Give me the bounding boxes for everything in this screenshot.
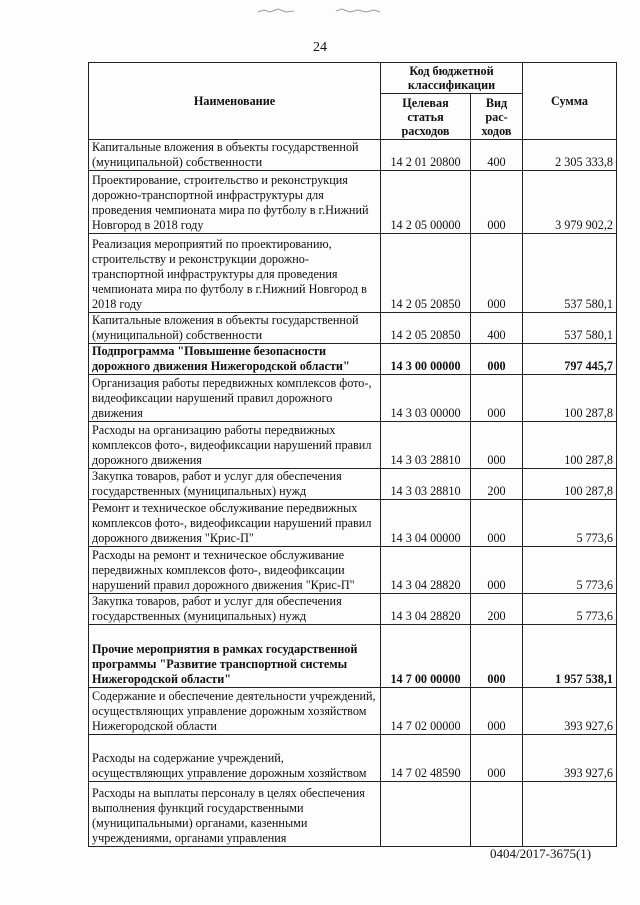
row-name: Реализация мероприятий по проектированию, строительству и реконструкции дорожно-транспортной инфраструктуры для проведения чемпионата мира по футболу в г.Нижний Новгород в 2018 году <box>89 234 381 313</box>
row-sum: 393 927,6 <box>523 735 617 782</box>
header-target-article: Целевая статья расходов <box>381 94 471 140</box>
row-sum: 537 580,1 <box>523 313 617 344</box>
table-row <box>89 234 617 313</box>
row-name: Расходы на выплаты персоналу в целях обеспечения выполнения функций государственными (муниципальными) органами, казенными учреждениями, органами управления <box>89 782 381 847</box>
row-sum: 5 773,6 <box>523 500 617 547</box>
table-row <box>89 547 617 594</box>
row-sum: 100 287,8 <box>523 469 617 500</box>
row-target-article: 14 2 01 20800 <box>381 140 471 171</box>
row-expense-type: 000 <box>471 735 523 782</box>
row-target-article: 14 2 05 20850 <box>381 234 471 313</box>
table-row <box>89 469 617 500</box>
document-id: 0404/2017-3675(1) <box>490 846 592 861</box>
row-target-article: 14 3 03 28810 <box>381 469 471 500</box>
row-target-article: 14 3 03 00000 <box>381 375 471 422</box>
row-target-article: 14 2 05 20850 <box>381 313 471 344</box>
row-name: Капитальные вложения в объекты государственной (муниципальной) собственности <box>89 313 381 344</box>
table-row <box>89 735 617 782</box>
row-sum: 3 979 902,2 <box>523 171 617 234</box>
table-body <box>89 140 617 847</box>
table-row <box>89 625 617 688</box>
row-target-article: 14 2 05 00000 <box>381 171 471 234</box>
row-name: Содержание и обеспечение деятельности учреждений, осуществляющих управление дорожным хозяйством Нижегородской области <box>89 688 381 735</box>
row-expense-type: 000 <box>471 422 523 469</box>
row-expense-type: 200 <box>471 594 523 625</box>
row-name: Расходы на содержание учреждений, осуществляющих управление дорожным хозяйством <box>89 735 381 782</box>
row-sum: 5 773,6 <box>523 594 617 625</box>
row-name: Прочие мероприятия в рамках государственной программы "Развитие транспортной системы Нижегородской области" <box>89 625 381 688</box>
row-target-article: 14 3 00 00000 <box>381 344 471 375</box>
row-expense-type: 000 <box>471 625 523 688</box>
row-expense-type: 400 <box>471 140 523 171</box>
row-target-article: 14 7 00 00000 <box>381 625 471 688</box>
row-expense-type: 000 <box>471 234 523 313</box>
row-name: Капитальные вложения в объекты государственной (муниципальной) собственности <box>89 140 381 171</box>
table-row <box>89 594 617 625</box>
row-sum: 393 927,6 <box>523 688 617 735</box>
row-name: Расходы на организацию работы передвижных комплексов фото-, видеофиксации нарушений правил дорожного движения <box>89 422 381 469</box>
table-row <box>89 140 617 171</box>
row-expense-type <box>471 782 523 847</box>
row-target-article: 14 3 04 28820 <box>381 594 471 625</box>
row-target-article: 14 3 04 28820 <box>381 547 471 594</box>
row-name: Проектирование, строительство и реконструкция дорожно-транспортной инфраструктуры для проведения чемпионата мира по футболу в г.Нижний Новгород в 2018 году <box>89 171 381 234</box>
row-target-article: 14 7 02 00000 <box>381 688 471 735</box>
row-expense-type: 000 <box>471 688 523 735</box>
row-target-article: 14 3 04 00000 <box>381 500 471 547</box>
row-target-article: 14 7 02 48590 <box>381 735 471 782</box>
row-expense-type: 000 <box>471 344 523 375</box>
header-code-group: Код бюджетной классификации <box>381 63 523 94</box>
row-target-article <box>381 782 471 847</box>
table-row <box>89 422 617 469</box>
row-target-article: 14 3 03 28810 <box>381 422 471 469</box>
row-sum: 100 287,8 <box>523 422 617 469</box>
header-name: Наименование <box>89 63 381 140</box>
row-name: Закупка товаров, работ и услуг для обеспечения государственных (муниципальных) нужд <box>89 469 381 500</box>
budget-table <box>88 62 617 847</box>
scan-artifact <box>250 6 390 16</box>
row-expense-type: 000 <box>471 500 523 547</box>
table-row <box>89 344 617 375</box>
row-sum: 797 445,7 <box>523 344 617 375</box>
header-expense-type: Вид рас-ходов <box>471 94 523 140</box>
row-name: Подпрограмма "Повышение безопасности дорожного движения Нижегородской области" <box>89 344 381 375</box>
table-row <box>89 375 617 422</box>
row-expense-type: 400 <box>471 313 523 344</box>
header-sum: Сумма <box>523 63 617 140</box>
row-expense-type: 200 <box>471 469 523 500</box>
table-row <box>89 782 617 847</box>
row-name: Ремонт и техническое обслуживание передвижных комплексов фото-, видеофиксации нарушений правил дорожного движения "Крис-П" <box>89 500 381 547</box>
row-expense-type: 000 <box>471 547 523 594</box>
table-row <box>89 688 617 735</box>
row-name: Организация работы передвижных комплексов фото-, видеофиксации нарушений правил дорожного движения <box>89 375 381 422</box>
table-row <box>89 171 617 234</box>
page-number: 24 <box>313 40 327 55</box>
row-sum: 537 580,1 <box>523 234 617 313</box>
row-sum: 100 287,8 <box>523 375 617 422</box>
row-sum: 5 773,6 <box>523 547 617 594</box>
row-name: Расходы на ремонт и техническое обслуживание передвижных комплексов фото-, видеофиксации нарушений правил дорожного движения "Крис-П" <box>89 547 381 594</box>
table-row <box>89 500 617 547</box>
row-expense-type: 000 <box>471 171 523 234</box>
row-sum: 2 305 333,8 <box>523 140 617 171</box>
table-row <box>89 313 617 344</box>
row-sum: 1 957 538,1 <box>523 625 617 688</box>
row-sum <box>523 782 617 847</box>
row-name: Закупка товаров, работ и услуг для обеспечения государственных (муниципальных) нужд <box>89 594 381 625</box>
row-expense-type: 000 <box>471 375 523 422</box>
